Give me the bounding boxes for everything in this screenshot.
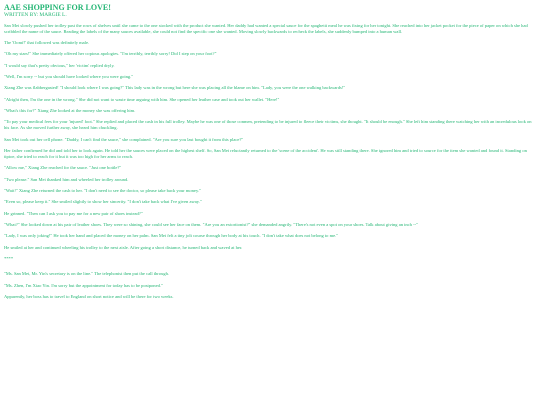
story-paragraph: He grinned. "Then can I ask you to pay me for a new pair of shoes instead?" [4, 210, 143, 216]
story-paragraph: "Wait!" Xiang Zhe returned the cash to her. "I don't need to see the doctor, so please take back your money." [4, 188, 201, 194]
section-separator: **** [4, 256, 14, 262]
story-paragraph: "Ms. San Mei, Mr. Yin's secretary is on the line." The telephonist then put the call through. [4, 271, 170, 277]
story-paragraph: "Oh my stars!" She immediately offered her copious apologies. "I'm terribly, terribly sorry! Did I step on your foot?" [4, 51, 217, 57]
story-paragraph: He smiled at her and continued wheeling his trolley to the next aisle. After going a short distance, he turned back and waved at her. [4, 244, 243, 250]
story-paragraph: "What's this for?" Xiang Zhe looked at the money she was offering him. [4, 107, 136, 113]
story-paragraph: "I would say that's pretty obvious," her 'victim' replied dryly. [4, 62, 115, 68]
story-paragraph: "Even so, please keep it." She smiled slightly to show her sincerity. "I don't take back what I've given away." [4, 199, 202, 205]
story-author: WRITTEN BY: MARGIE L. [4, 12, 67, 18]
story-paragraph: San Mei took out her cell phone. "Daddy, I can't find the sauce," she complained. "Are you sure you last bought it from this place?" [4, 136, 244, 142]
story-paragraph: "What?" She looked down at his pair of leather shoes. They were so shining, she could see her face on them. "Are you an extortionist?" she demanded angrily. "There's not even a spot on your shoes. Talk about giving an inch --" [4, 222, 418, 228]
story-paragraph: Apparently, her boss has to travel to England on short notice and will be there for two weeks. [4, 293, 174, 299]
story-paragraph: San Mei slowly pushed her trolley past the rows of shelves until she came to the one stocked with the product she wanted. Her daddy had wanted a special sauce for the spaghetti meal he was fixing for her tonight. She reached into her jacket pocket for the piece of paper on which she had scribbled the name of the sauce. Reading the labels of the many sauces available, she could not find the specific one she wanted. Moving slowly backwards to recheck the labels, she suddenly bumped into a human wall. [4, 22, 528, 34]
story-paragraph: "Alright then, I'm the one in the wrong." She did not want to waste time arguing with him. She opened her leather case and took out her wallet. "Here!" [4, 96, 280, 102]
story-paragraph: Xiang Zhe was flabbergasted! "I should look where I was going?" This lady was in the wrong but here she was placing all the blame on him. "Lady, you were the one walking backwards!" [4, 85, 346, 91]
story-paragraph: "Allow me," Xiang Zhe reached for the sauce. "Just one bottle?" [4, 165, 122, 171]
story-paragraph: "Ms. Zhen, I'm Xiao Yin. I'm sorry but the appointment for today has to be postponed." [4, 282, 163, 288]
story-paragraph: "Lady, I was only joking!" He took her hand and placed the money on her palm. San Mei felt a tiny jolt course through her body at his touch. "I don't take what does not belong to me." [4, 233, 339, 239]
story-title: AAE SHOPPING FOR LOVE! [4, 3, 111, 12]
story-paragraph: "To pay your medical fees for your 'injured' foot." She replied and placed the cash in his full trolley. Maybe he was one of those conmen, pretending to be injured to fleece their victims, she thought. "It should be enough." She left him standing there watching her with an incredulous look on his face. As she moved further away, she heard him chuckling. [4, 119, 532, 131]
story-paragraph: "Well, I'm sorry -- but you should have looked where you were going." [4, 73, 134, 79]
story-paragraph: "Two please." San Mei thanked him and wheeled her trolley around. [4, 176, 129, 182]
story-paragraph: The 'Oomf!' that followed was definitely male. [4, 39, 90, 45]
story-paragraph: Her father confirmed he did and told her to look again. He told her the sauces were placed on the highest shelf. So, San Mei reluctantly returned to the 'scene of the accident'. He was still standing there. She ignored him and tried to source for the item she wanted and found it. Standing on tiptoe, she tried to reach for it but it was too high for her arms to reach. [4, 148, 527, 160]
